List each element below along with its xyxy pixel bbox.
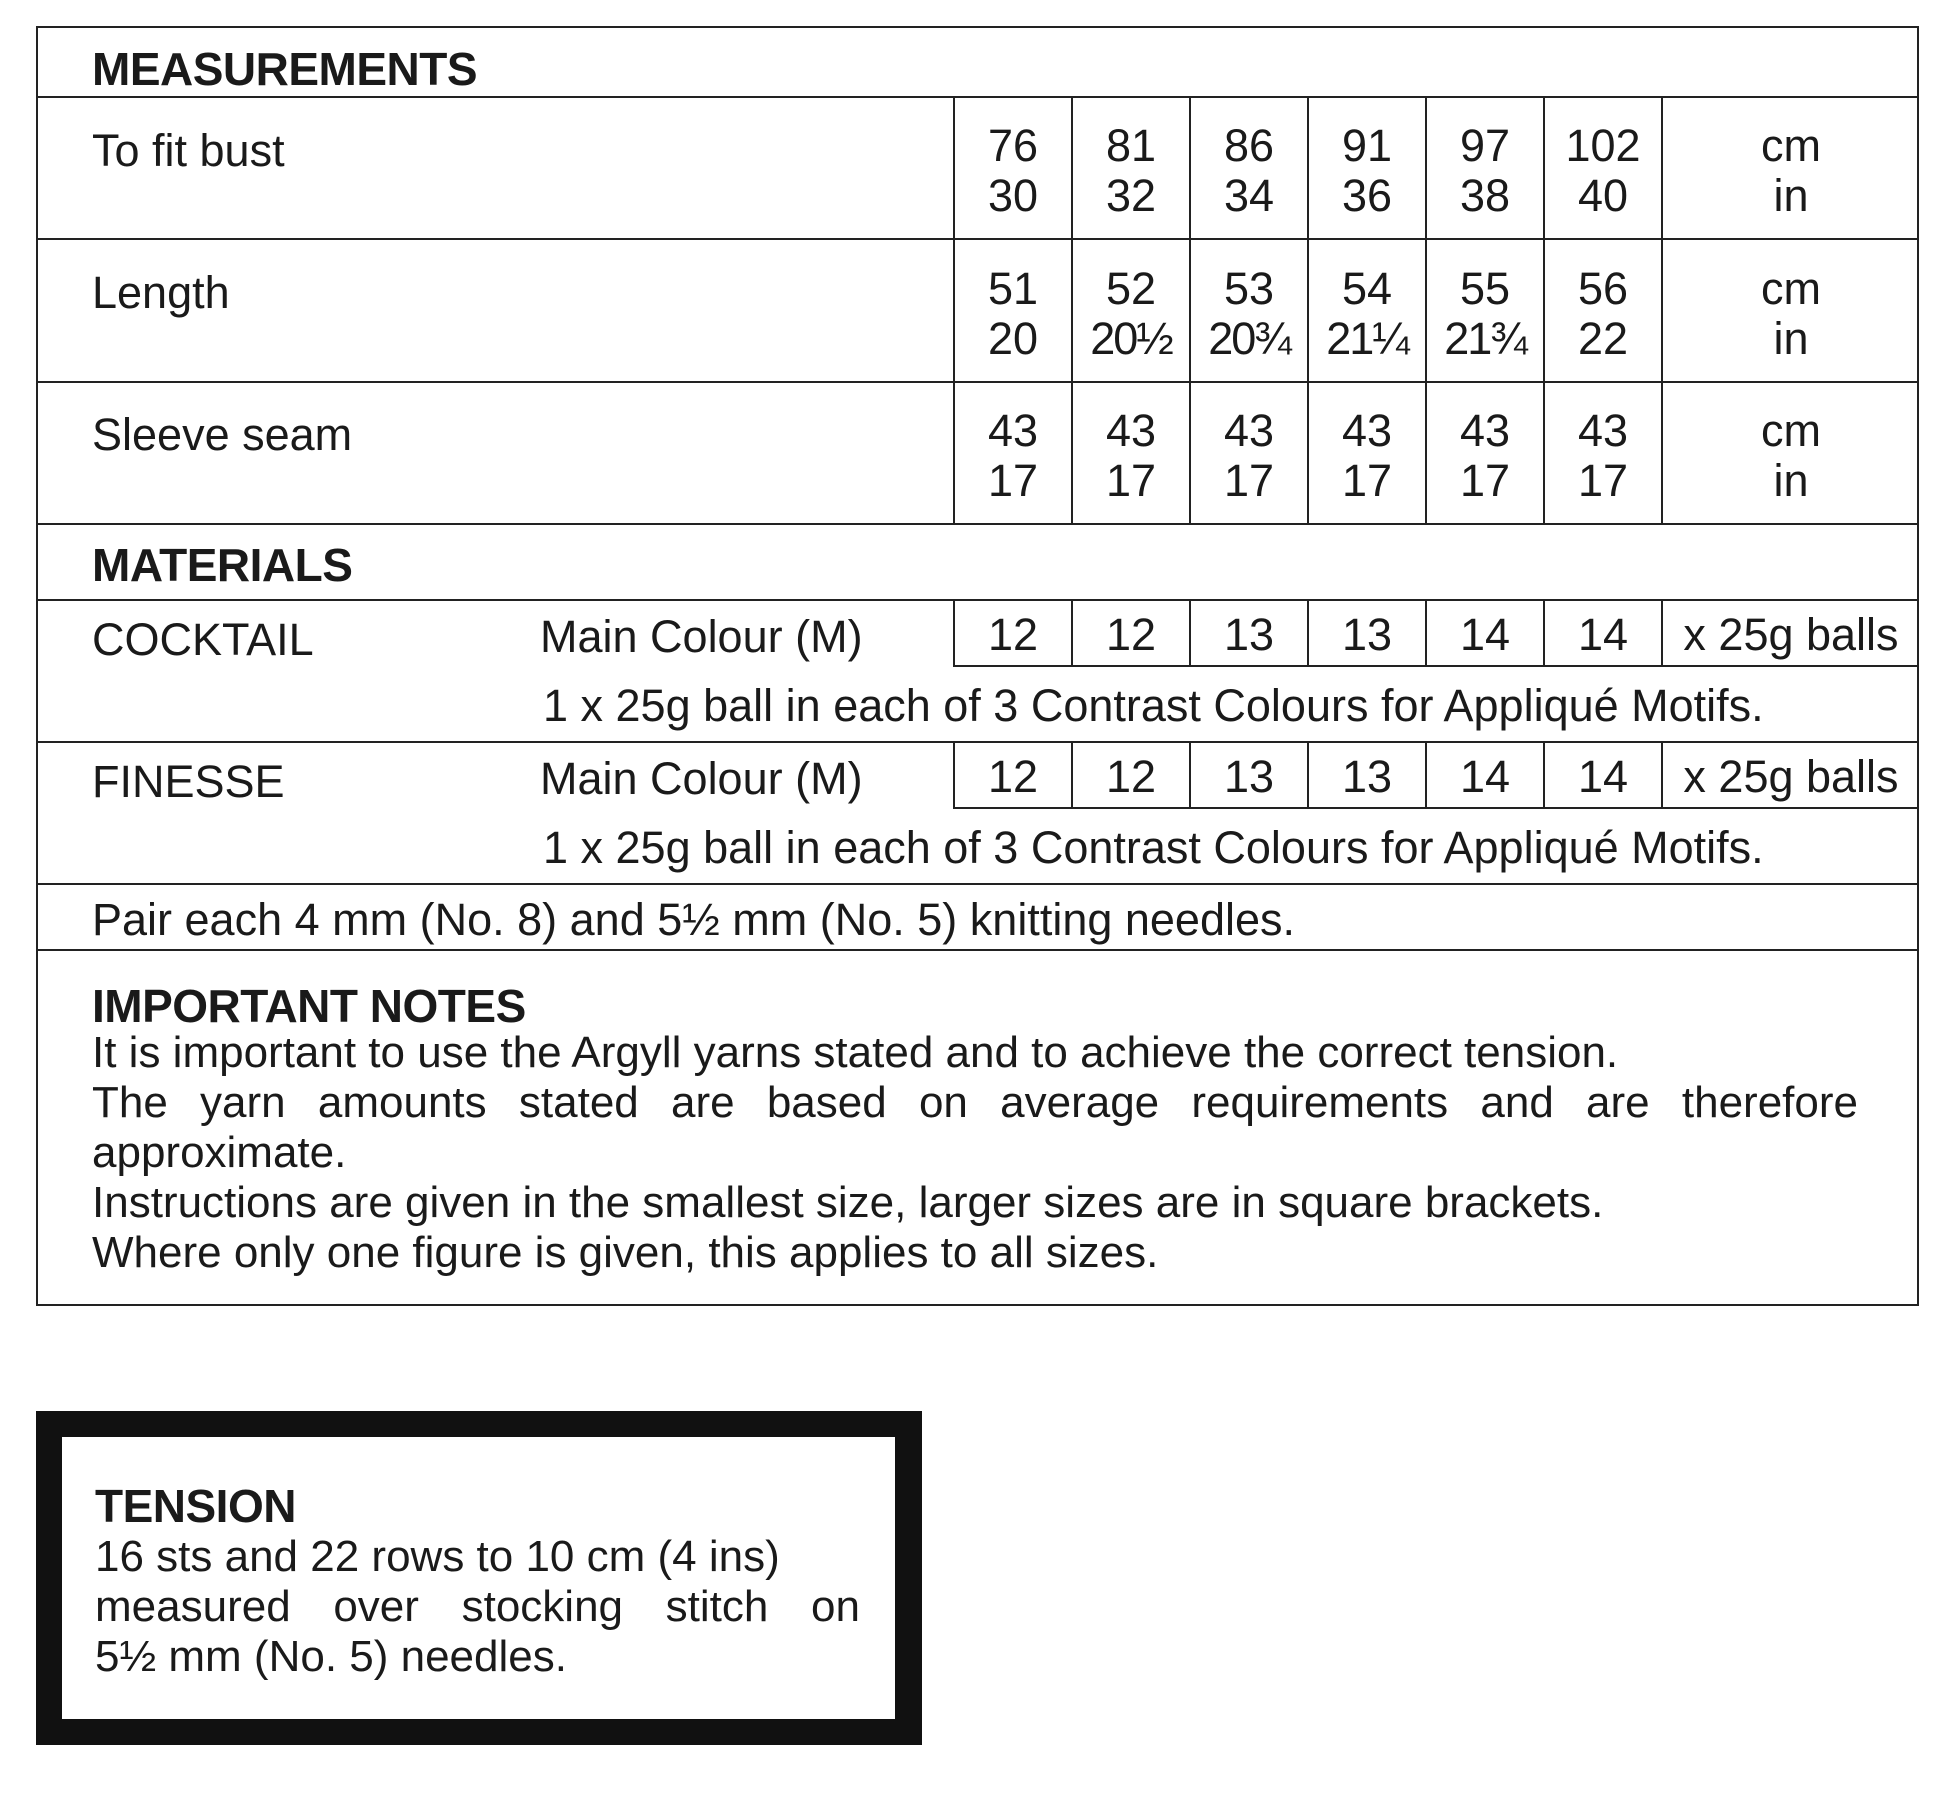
row-label-sleeve: Sleeve seam [92, 409, 353, 460]
bust-cm-1: 76 [987, 120, 1039, 171]
rule [36, 883, 1919, 885]
cocktail-balls-5: 14 [1459, 609, 1511, 660]
notes-heading: IMPORTANT NOTES [92, 980, 526, 1032]
cocktail-balls-1: 12 [987, 609, 1039, 660]
rule [36, 238, 1919, 240]
length-in-4: 21¼ [1326, 313, 1408, 364]
finesse-balls-3: 13 [1223, 751, 1275, 802]
notes-line-1: It is important to use the Argyll yarns stated and to achieve the correct tension. [92, 1028, 1619, 1077]
bust-in-6: 40 [1577, 170, 1629, 221]
rule [953, 807, 1919, 809]
length-in-6: 22 [1577, 313, 1629, 364]
length-cm-4: 54 [1341, 263, 1393, 314]
bust-in-1: 30 [987, 170, 1039, 221]
finesse-balls-1: 12 [987, 751, 1039, 802]
sleeve-cm-3: 43 [1223, 405, 1275, 456]
cocktail-balls-6: 14 [1577, 609, 1629, 660]
bust-cm-6: 102 [1565, 120, 1641, 171]
rule [36, 741, 1919, 743]
sleeve-in-5: 17 [1459, 455, 1511, 506]
cocktail-contrast: 1 x 25g ball in each of 3 Contrast Colours for Appliqué Motifs. [543, 680, 1764, 731]
sleeve-cm-6: 43 [1577, 405, 1629, 456]
bust-in-2: 32 [1105, 170, 1157, 221]
length-unit-cm: cm [1761, 263, 1821, 314]
cocktail-balls-3: 13 [1223, 609, 1275, 660]
sleeve-in-3: 17 [1223, 455, 1275, 506]
finesse-balls-5: 14 [1459, 751, 1511, 802]
sleeve-unit-cm: cm [1761, 405, 1821, 456]
length-in-3: 20¾ [1208, 313, 1290, 364]
length-in-5: 21¾ [1444, 313, 1526, 364]
bust-in-3: 34 [1223, 170, 1275, 221]
notes-line-4: Where only one figure is given, this applies to all sizes. [92, 1228, 1159, 1277]
notes-line-3: Instructions are given in the smallest size, larger sizes are in square brackets. [92, 1178, 1604, 1227]
finesse-balls-4: 13 [1341, 751, 1393, 802]
length-cm-5: 55 [1459, 263, 1511, 314]
finesse-balls-6: 14 [1577, 751, 1629, 802]
cocktail-balls-2: 12 [1105, 609, 1157, 660]
yarn-name-finesse: FINESSE [92, 756, 285, 807]
sleeve-cm-5: 43 [1459, 405, 1511, 456]
finesse-contrast: 1 x 25g ball in each of 3 Contrast Colours for Appliqué Motifs. [543, 822, 1764, 873]
finesse-balls-2: 12 [1105, 751, 1157, 802]
rule [36, 523, 1919, 525]
sleeve-in-6: 17 [1577, 455, 1629, 506]
sleeve-in-1: 17 [987, 455, 1039, 506]
needles-text: Pair each 4 mm (No. 8) and 5½ mm (No. 5) knitting needles. [92, 894, 1296, 945]
bust-in-5: 38 [1459, 170, 1511, 221]
bust-cm-3: 86 [1223, 120, 1275, 171]
sleeve-unit-in: in [1773, 455, 1809, 506]
tension-line-2: measured over stocking stitch on [95, 1582, 860, 1631]
rule [36, 96, 1919, 98]
bust-cm-4: 91 [1341, 120, 1393, 171]
row-label-bust: To fit bust [92, 125, 285, 176]
finesse-unit: x 25g balls [1683, 751, 1899, 802]
tension-heading: TENSION [95, 1480, 296, 1532]
bust-unit-cm: cm [1761, 120, 1821, 171]
rule [953, 665, 1919, 667]
sleeve-in-2: 17 [1105, 455, 1157, 506]
materials-heading: MATERIALS [92, 539, 353, 591]
length-unit-in: in [1773, 313, 1809, 364]
length-cm-2: 52 [1105, 263, 1157, 314]
rule [36, 949, 1919, 951]
rule [36, 599, 1919, 601]
length-in-2: 20½ [1090, 313, 1172, 364]
bust-in-4: 36 [1341, 170, 1393, 221]
bust-cm-5: 97 [1459, 120, 1511, 171]
cocktail-unit: x 25g balls [1683, 609, 1899, 660]
cocktail-colour: Main Colour (M) [540, 611, 863, 662]
bust-cm-2: 81 [1105, 120, 1157, 171]
measurements-heading: MEASUREMENTS [92, 43, 478, 95]
rule [36, 381, 1919, 383]
tension-line-1: 16 sts and 22 rows to 10 cm (4 ins) [95, 1532, 780, 1581]
bust-unit-in: in [1773, 170, 1809, 221]
tension-content [95, 1480, 860, 1682]
notes-line-2-cont: approximate. [92, 1128, 347, 1177]
tension-line-3: 5½ mm (No. 5) needles. [95, 1632, 567, 1681]
row-label-length: Length [92, 267, 230, 318]
yarn-name-cocktail: COCKTAIL [92, 614, 314, 665]
cocktail-balls-4: 13 [1341, 609, 1393, 660]
length-in-1: 20 [987, 313, 1039, 364]
finesse-colour: Main Colour (M) [540, 753, 863, 804]
sleeve-cm-1: 43 [987, 405, 1039, 456]
length-cm-1: 51 [987, 263, 1039, 314]
sleeve-cm-2: 43 [1105, 405, 1157, 456]
length-cm-6: 56 [1577, 263, 1629, 314]
sleeve-in-4: 17 [1341, 455, 1393, 506]
sleeve-cm-4: 43 [1341, 405, 1393, 456]
notes-body [92, 1028, 1858, 1278]
length-cm-3: 53 [1223, 263, 1275, 314]
notes-line-2: The yarn amounts stated are based on average requirements and are therefore [92, 1078, 1858, 1127]
